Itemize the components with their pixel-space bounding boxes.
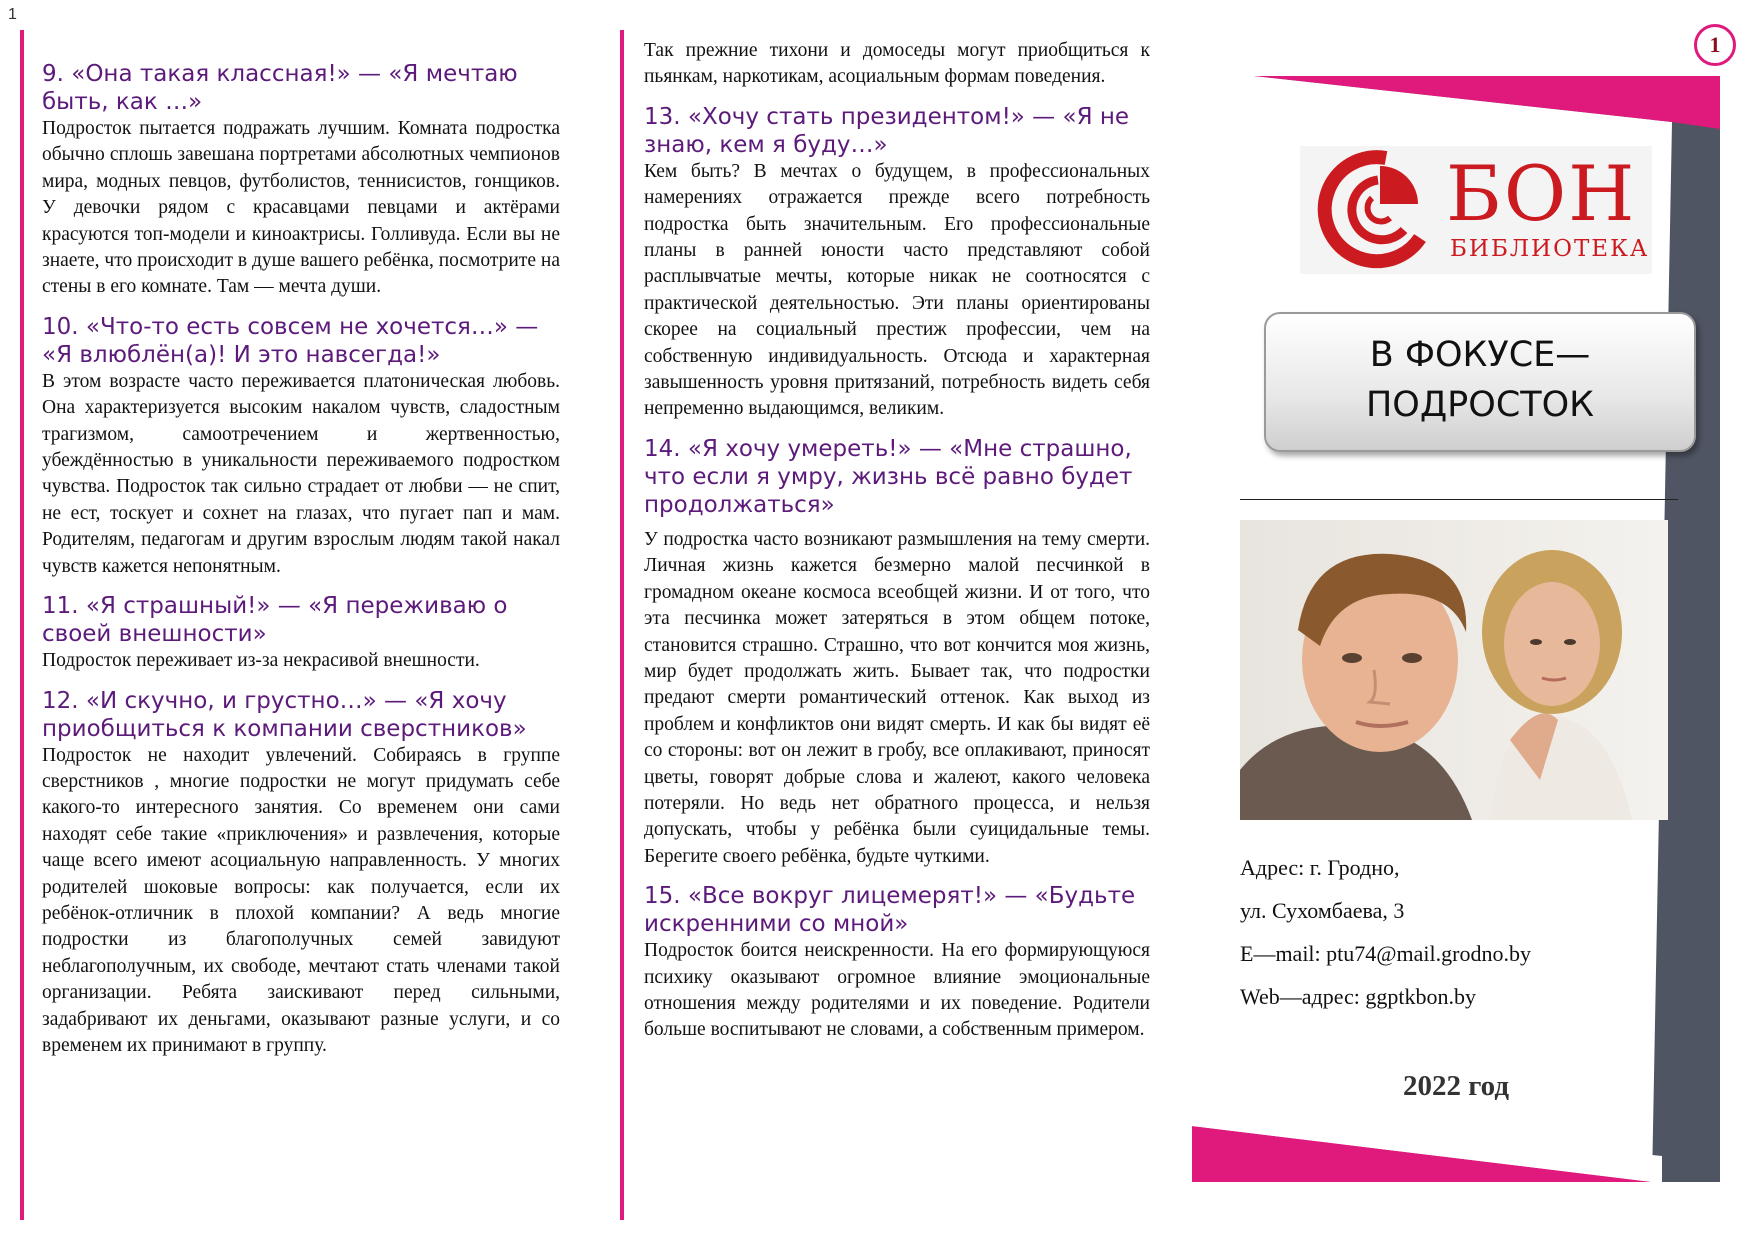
section-heading: 11. «Я страшный!» — «Я переживаю о своей внешности»	[42, 593, 508, 648]
brochure-title-box	[1264, 312, 1696, 452]
section-text: Кем быть? В мечтах о будущем, в профессиональных намерениях отражается прежде всего потребность подростка быть значительным. Его профессиональные планы в ранней юности часто представляют собой расплывчатые мечты, которые никак не соотносятся с практической деятельностью. Эти планы ориентированы скорее на социальный престиж профессии, чем на собственную индивидуальность. Отсюда и характерная завышенность уровня притязаний, потребность видеть себя непременно выдающимся, великим.	[644, 160, 1150, 420]
divider-line	[1240, 499, 1678, 500]
section-text: Так прежние тихони и домоседы могут приобщиться к пьянкам, наркотикам, асоциальным формам поведения.	[644, 40, 1150, 88]
section-10	[42, 313, 560, 580]
logo-subtitle: БИБЛИОТЕКА	[1450, 236, 1650, 262]
year-label: 2022 год	[1402, 1070, 1510, 1102]
section-text: Подросток боится неискренности. На его формирующуюся психику оказывают огромное влияние эмоциональные отношения между родителями и их поведение. Родители больше воспитывают не словами, а собственным примером.	[644, 940, 1150, 1041]
brochure-title-line-1: В ФОКУСЕ—	[1369, 335, 1591, 375]
section-heading: 10. «Что-то есть совсем не хочется…» — «Я влюблён(а)! И это навсегда!»	[42, 313, 539, 368]
brochure-title-line-2: ПОДРОСТОК	[1365, 385, 1595, 425]
section-12	[42, 687, 560, 1060]
cover-panel	[1192, 76, 1720, 1182]
address-line-1: Адрес: г. Гродно,	[1240, 855, 1400, 880]
teen-and-mother-photo	[1240, 520, 1668, 820]
middle-column	[620, 30, 1150, 1220]
section-text: В этом возрасте часто переживается платоническая любовь. Она характеризуется высоким накалом чувств, сладостным трагизмом, самоотречением и жертвенностью, убеждённостью в уникальности переживаемого подростком чувства. Подросток так сильно страдает от любви — не спит, не ест, тоскует и сохнет на глазах, что пугает пап и мам. Родителям, педагогам и другим взрослым людям такой накал чувств кажется непонятным.	[42, 370, 560, 577]
library-logo	[1300, 146, 1652, 274]
web-line: Web—адрес: ggptkbon.by	[1240, 984, 1477, 1009]
section-9	[42, 60, 560, 301]
email-line: E—mail: ptu74@mail.grodno.by	[1240, 941, 1531, 966]
left-column	[20, 30, 560, 1220]
corner-page-badge: 1	[1694, 24, 1736, 66]
section-continuation	[644, 38, 1150, 91]
section-heading: 12. «И скучно, и грустно…» — «Я хочу приобщиться к компании сверстников»	[42, 687, 527, 742]
section-11	[42, 592, 560, 674]
page-number: 1	[8, 6, 17, 23]
section-13	[644, 103, 1150, 423]
address-line-2: ул. Сухомбаева, 3	[1240, 898, 1405, 923]
logo-text: БОН	[1446, 149, 1637, 238]
contact-info	[1240, 846, 1531, 1018]
section-heading: 13. «Хочу стать президентом!» — «Я не знаю, кем я буду…»	[644, 103, 1130, 158]
section-text: Подросток не находит увлечений. Собираясь в группе сверстников , многие подростки не могут придумать себе какого-то интересного занятия. Со временем они сами находят себе такие «приключения» и развлечения, которые чаще всего имеют асоциальную направленность. У многих родителей шоковые вопросы: как получается, если их ребёнок-отличник в плохой компании? А ведь многие подростки из благополучных семей завидуют неблагополучным, их свободе, мечтают стать членами такой организации. Ребята заискивают перед сильными, задабривают их деньгами, оказывают разные услуги, и со временем их принимают в группу.	[42, 744, 560, 1056]
section-text: Подросток переживает из-за некрасивой внешности.	[42, 650, 480, 672]
section-heading: 9. «Она такая классная!» — «Я мечтаю быть, как …»	[42, 61, 518, 115]
section-text: У подростка часто возникают размышления на тему смерти. Личная жизнь кажется безмерно малой песчинкой в громадном океане космоса всеобщей жизни. И от того, что эта песчинка может затеряться в этом общем потоке, становится страшно. Страшно, что вот кончится моя жизнь, мир будет продолжать жить. Бывает так, что подростки предают смерти романтический оттенок. Как выход из проблем и конфликтов они видят смерть. И как бы видят её со стороны: вот он лежит в гробу, все оплакивают, приносят цветы, говорят добрые слова и жалеют, какого человека потеряли. Но ведь нет обратного процесса, и нельзя допускать, чтобы у ребёнка были суицидальные темы. Берегите своего ребёнка, будьте чуткими.	[644, 528, 1150, 867]
section-text: Подросток пытается подражать лучшим. Комната подростка обычно сплошь завешана портретами абсолютных чемпионов мира, модных певцов, футболистов, теннисистов, гонщиков. У девочки рядом с красавцами певцами и актёрами красуются топ-модели и киноактрисы. Голливуда. Если вы не знаете, что происходит в душе вашего ребёнка, посмотрите на стены в его комнате. Там — мечта души.	[42, 118, 560, 298]
section-14	[644, 435, 1150, 870]
section-heading: 14. «Я хочу умереть!» — «Мне страшно, что если я умру, жизнь всё равно будет продолжаться»	[644, 435, 1133, 518]
section-heading: 15. «Все вокруг лицемерят!» — «Будьте искренними со мной»	[644, 883, 1136, 938]
section-15	[644, 882, 1150, 1044]
logo-mark-icon	[1300, 146, 1440, 274]
